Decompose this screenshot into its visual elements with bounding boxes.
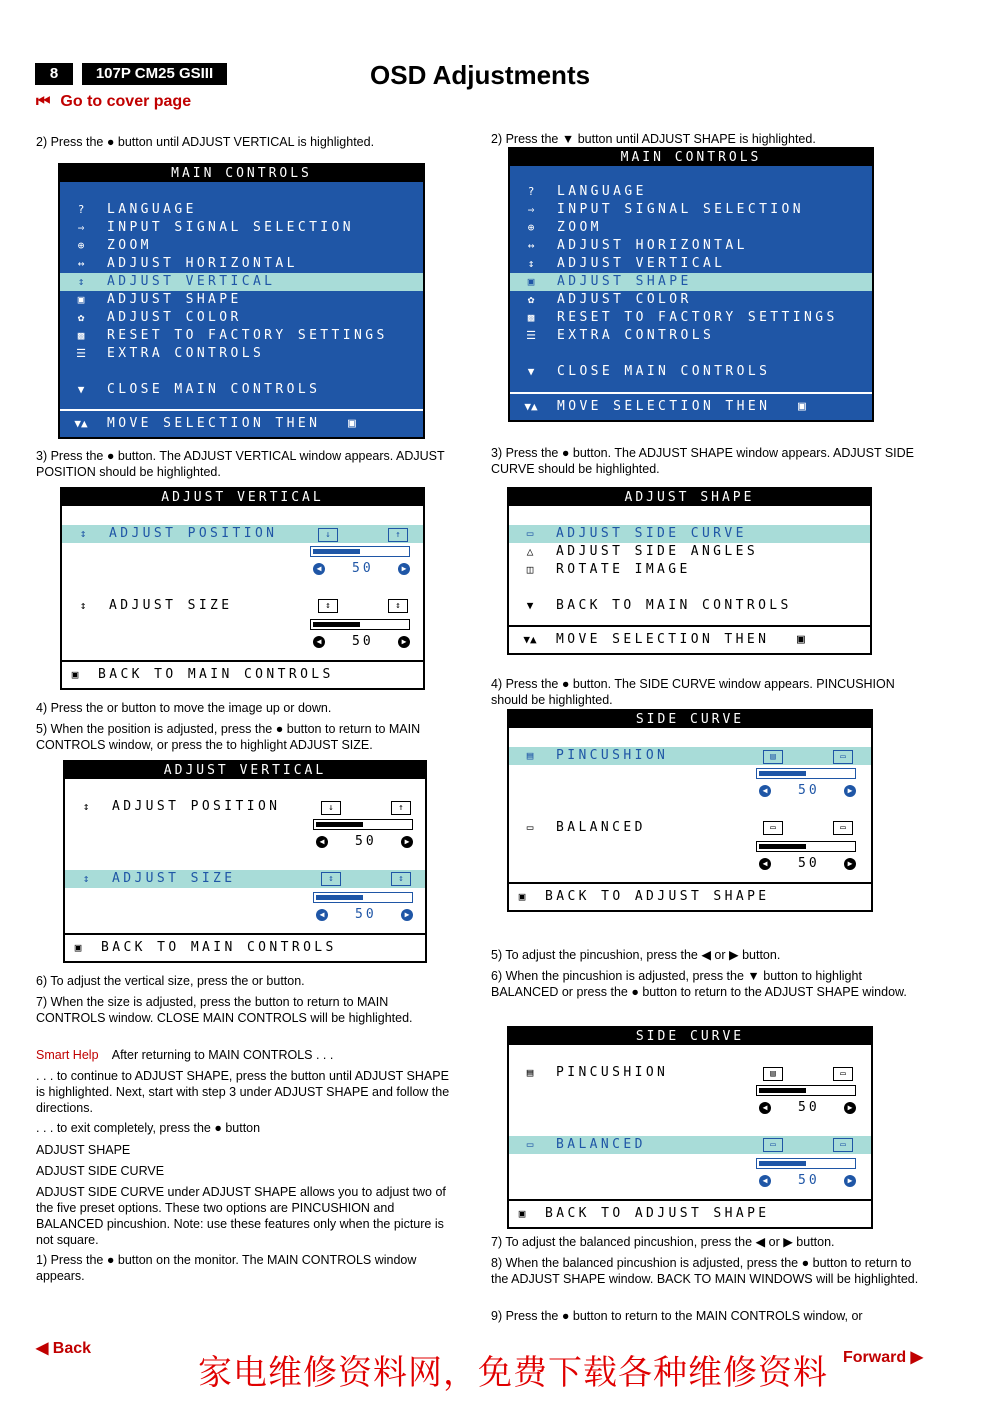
left-arrow-icon[interactable]: ◀ <box>759 1102 771 1114</box>
pincushion-in-icon: ▤ <box>763 1067 783 1081</box>
balanced-left-icon: ▭ <box>763 821 783 835</box>
right-arrow-icon[interactable]: ▶ <box>398 563 410 575</box>
left-arrow-icon[interactable]: ◀ <box>759 858 771 870</box>
size-shrink-icon: ↕ <box>321 872 341 886</box>
right-arrow-icon[interactable]: ▶ <box>398 636 410 648</box>
size-slider[interactable] <box>313 892 413 903</box>
size-value: 50 <box>355 907 377 922</box>
window-title: MAIN CONTROLS <box>60 165 423 182</box>
right-step-8: 8) When the balanced pincushion is adjusted, press the ● button to return to the ADJUST SHAPE window. BACK TO MAIN WINDOWS will be highlighted. <box>491 1256 919 1286</box>
balanced-value: 50 <box>798 856 820 871</box>
left-step-3: 3) Press the ● button. The ADJUST VERTICAL window appears. ADJUST POSITION should be highlighted. <box>36 449 445 479</box>
updown-icon: ▼▲ <box>523 633 537 646</box>
ok-icon: ▣ <box>74 941 82 954</box>
shape-icon: ▣ <box>77 293 85 306</box>
menu-item[interactable]: RESET TO FACTORY SETTINGS <box>107 328 388 343</box>
back-link-label: Back <box>52 1340 92 1357</box>
menu-item[interactable]: ADJUST COLOR <box>107 310 242 325</box>
position-up-icon: ↑ <box>391 801 411 815</box>
right-arrow-icon[interactable]: ▶ <box>844 858 856 870</box>
pincushion-value: 50 <box>798 1100 820 1115</box>
close-item[interactable]: CLOSE MAIN CONTROLS <box>107 382 321 397</box>
position-slider[interactable] <box>313 819 413 830</box>
adjust-shape-window <box>507 487 872 655</box>
ok-icon: ▣ <box>797 632 809 647</box>
down-button-icon: ▼ <box>77 383 85 396</box>
right-arrow-icon[interactable]: ▶ <box>401 909 413 921</box>
left-step-7: 7) When the size is adjusted, press the button to return to MAIN CONTROLS window. CLOSE MAIN CONTROLS will be highlighted. <box>36 995 413 1025</box>
pincushion-icon: ▤ <box>526 1066 534 1079</box>
position-icon: ↕ <box>79 527 87 540</box>
window-title: SIDE CURVE <box>509 1028 871 1045</box>
left-arrow-icon[interactable]: ◀ <box>313 636 325 648</box>
back-item[interactable]: BACK TO MAIN CONTROLS <box>556 598 792 613</box>
balanced-right-icon: ▭ <box>833 821 853 835</box>
extra-icon: ☰ <box>526 329 536 342</box>
back-item[interactable]: BACK TO ADJUST SHAPE <box>545 889 770 904</box>
updown-icon: ▼▲ <box>524 400 538 413</box>
option-selected[interactable]: PINCUSHION <box>556 748 669 763</box>
page-number: 8 <box>35 63 73 85</box>
window-title: SIDE CURVE <box>509 711 871 728</box>
window-title: ADJUST VERTICAL <box>62 489 423 506</box>
adjust-vertical-window-1 <box>60 487 425 690</box>
window-title: MAIN CONTROLS <box>510 149 872 166</box>
right-step-7: 7) To adjust the balanced pincushion, press the ◀ or ▶ button. <box>491 1235 835 1249</box>
option[interactable]: PINCUSHION <box>556 1065 669 1080</box>
menu-item-selected[interactable]: ADJUST SHAPE <box>557 274 692 289</box>
zoom-icon: ⊕ <box>527 221 535 234</box>
pincushion-out-icon: ▭ <box>833 750 853 764</box>
footer-text: MOVE SELECTION THEN <box>556 632 770 647</box>
triangle-left-icon: ◀ <box>36 1340 49 1357</box>
size-icon: ↕ <box>79 599 87 612</box>
position-down-icon: ↓ <box>318 528 338 542</box>
side-curve-window-2 <box>507 1026 873 1229</box>
side-curve-intro: ADJUST SIDE CURVE under ADJUST SHAPE allows you to adjust two of the five preset options. These two options are PINCUSHION and BALANCED pincushion. Note: use these features only when the picture is not square. <box>36 1185 446 1247</box>
right-arrow-icon[interactable]: ▶ <box>401 836 413 848</box>
left-step-4: 4) Press the or button to move the image up or down. <box>36 701 332 715</box>
left-arrow-icon[interactable]: ◀ <box>316 909 328 921</box>
vertical-icon: ↕ <box>527 257 535 270</box>
right-step-9: 9) Press the ● button to return to the MAIN CONTROLS window, or <box>491 1309 863 1323</box>
menu-item[interactable]: ADJUST VERTICAL <box>557 256 726 271</box>
rotate-icon: ◫ <box>526 563 534 576</box>
smart-help-text: After returning to MAIN CONTROLS . . . <box>111 1048 334 1062</box>
pincushion-out-icon: ▭ <box>833 1067 853 1081</box>
cover-link[interactable] <box>36 93 191 111</box>
side-curve-window-1 <box>507 709 873 912</box>
option[interactable]: BALANCED <box>556 820 646 835</box>
window-title: ADJUST VERTICAL <box>65 762 425 779</box>
right-step-6: 6) When the pincushion is adjusted, press the ▼ button to highlight BALANCED or press the ● button to return to the ADJUST SHAPE window. <box>491 969 907 999</box>
side-angles-icon: △ <box>526 545 534 558</box>
back-item[interactable]: BACK TO MAIN CONTROLS <box>98 667 334 682</box>
balanced-slider[interactable] <box>756 1158 856 1169</box>
shape-icon: ▣ <box>527 275 535 288</box>
menu-item[interactable]: EXTRA CONTROLS <box>107 346 265 361</box>
page-title: OSD Adjustments <box>370 60 591 90</box>
window-title: ADJUST SHAPE <box>509 489 870 506</box>
option-selected[interactable]: BALANCED <box>556 1137 646 1152</box>
triangle-right-icon: ▶ <box>910 1349 923 1366</box>
pincushion-value: 50 <box>798 783 820 798</box>
menu-item[interactable]: INPUT SIGNAL SELECTION <box>107 220 354 235</box>
menu-item[interactable]: INPUT SIGNAL SELECTION <box>557 202 804 217</box>
option[interactable]: ADJUST POSITION <box>112 799 281 814</box>
watermark-text: 家电维修资料网，免费下载各种维修资料 <box>198 1353 828 1393</box>
cover-link-label: Go to cover page <box>60 93 192 110</box>
factory-icon: ▩ <box>527 311 535 324</box>
left-arrow-icon[interactable]: ◀ <box>759 1175 771 1187</box>
option-selected[interactable]: ADJUST SIDE CURVE <box>556 526 747 541</box>
main-controls-window-2 <box>508 147 874 422</box>
back-link[interactable] <box>36 1338 91 1358</box>
color-icon: ✿ <box>527 293 535 306</box>
horizontal-icon: ↔ <box>77 257 85 270</box>
footer-text: MOVE SELECTION THEN <box>557 399 771 414</box>
left-arrow-icon[interactable]: ◀ <box>759 785 771 797</box>
menu-item[interactable]: ADJUST SHAPE <box>107 292 242 307</box>
right-step-4: 4) Press the ● button. The SIDE CURVE window appears. PINCUSHION should be highlighted. <box>491 677 895 707</box>
option-selected[interactable]: ADJUST SIZE <box>112 871 236 886</box>
language-icon: ? <box>527 185 535 198</box>
size-icon: ↕ <box>82 872 90 885</box>
position-icon: ↕ <box>82 800 90 813</box>
size-value: 50 <box>352 634 374 649</box>
left-step-2: 2) Press the ● button until ADJUST VERTICAL is highlighted. <box>36 135 375 149</box>
size-grow-icon: ↕ <box>391 872 411 886</box>
main-controls-window-1 <box>58 163 425 439</box>
zoom-icon: ⊕ <box>77 239 85 252</box>
ok-icon: ▣ <box>518 1207 526 1220</box>
balanced-icon: ▭ <box>526 821 534 834</box>
factory-icon: ▩ <box>77 329 85 342</box>
menu-item[interactable]: LANGUAGE <box>107 202 197 217</box>
pincushion-icon: ▤ <box>526 749 534 762</box>
side-curve-icon: ▭ <box>526 527 534 540</box>
ok-icon: ▣ <box>798 399 810 414</box>
extra-icon: ☰ <box>76 347 86 360</box>
adjust-vertical-window-2 <box>63 760 427 963</box>
option[interactable]: ADJUST SIDE ANGLES <box>556 544 759 559</box>
help-exit: . . . to exit completely, press the ● button <box>36 1121 261 1135</box>
language-icon: ? <box>77 203 85 216</box>
horizontal-icon: ↔ <box>527 239 535 252</box>
balanced-right-icon: ▭ <box>833 1138 853 1152</box>
close-item[interactable]: CLOSE MAIN CONTROLS <box>557 364 771 379</box>
back-item[interactable]: BACK TO MAIN CONTROLS <box>101 940 337 955</box>
back-item[interactable]: BACK TO ADJUST SHAPE <box>545 1206 770 1221</box>
ok-icon: ▣ <box>71 668 79 681</box>
right-step-2: 2) Press the ▼ button until ADJUST SHAPE is highlighted. <box>491 132 816 146</box>
input-icon: ⇒ <box>527 203 535 216</box>
option-selected[interactable]: ADJUST POSITION <box>109 526 278 541</box>
input-icon: ⇒ <box>77 221 85 234</box>
menu-item[interactable]: LANGUAGE <box>557 184 647 199</box>
footer-text: MOVE SELECTION THEN <box>107 416 321 431</box>
menu-item[interactable]: EXTRA CONTROLS <box>557 328 715 343</box>
menu-item[interactable]: RESET TO FACTORY SETTINGS <box>557 310 838 325</box>
skip-back-icon: ⏮ <box>36 93 51 110</box>
left-arrow-icon[interactable]: ◀ <box>316 836 328 848</box>
position-value: 50 <box>352 561 374 576</box>
position-up-icon: ↑ <box>388 528 408 542</box>
pincushion-slider[interactable] <box>756 768 856 779</box>
updown-icon: ▼▲ <box>74 417 88 430</box>
section-subheading: ADJUST SIDE CURVE <box>36 1164 165 1178</box>
down-button-icon: ▼ <box>527 365 535 378</box>
size-slider[interactable] <box>310 619 410 630</box>
ok-icon: ▣ <box>348 416 360 431</box>
smart-help <box>36 1047 456 1063</box>
right-step-5: 5) To adjust the pincushion, press the ◀ or ▶ button. <box>491 948 781 962</box>
section-heading: ADJUST SHAPE <box>36 1143 131 1157</box>
forward-link[interactable] <box>843 1347 923 1367</box>
menu-item-selected[interactable]: ADJUST VERTICAL <box>107 274 276 289</box>
pincushion-slider[interactable] <box>756 1085 856 1096</box>
left-step-5: 5) When the position is adjusted, press the ● button to return to MAIN CONTROLS window, or press the to highlight ADJUST SIZE. <box>36 722 421 752</box>
position-slider[interactable] <box>310 546 410 557</box>
model-label: 107P CM25 GSIII <box>82 63 227 85</box>
help-continue: . . . to continue to ADJUST SHAPE, press the button until ADJUST SHAPE is highlighted. Next, start with step 3 under ADJUST SHAPE and follow the directions. <box>36 1069 450 1115</box>
option[interactable]: ADJUST SIZE <box>109 598 233 613</box>
option[interactable]: ROTATE IMAGE <box>556 562 691 577</box>
shape-step-1: 1) Press the ● button on the monitor. The MAIN CONTROLS window appears. <box>36 1253 417 1283</box>
balanced-icon: ▭ <box>526 1138 534 1151</box>
right-arrow-icon[interactable]: ▶ <box>844 785 856 797</box>
forward-link-label: Forward <box>843 1349 907 1366</box>
left-step-6: 6) To adjust the vertical size, press the or button. <box>36 974 305 988</box>
ok-icon: ▣ <box>518 890 526 903</box>
position-down-icon: ↓ <box>321 801 341 815</box>
size-shrink-icon: ↕ <box>318 599 338 613</box>
down-button-icon: ▼ <box>526 599 534 612</box>
color-icon: ✿ <box>77 311 85 324</box>
pincushion-in-icon: ▤ <box>763 750 783 764</box>
right-arrow-icon[interactable]: ▶ <box>844 1102 856 1114</box>
vertical-icon: ↕ <box>77 275 85 288</box>
menu-item[interactable]: ADJUST HORIZONTAL <box>557 238 748 253</box>
size-grow-icon: ↕ <box>388 599 408 613</box>
position-value: 50 <box>355 834 377 849</box>
balanced-value: 50 <box>798 1173 820 1188</box>
menu-item[interactable]: ZOOM <box>557 220 602 235</box>
balanced-slider[interactable] <box>756 841 856 852</box>
balanced-left-icon: ▭ <box>763 1138 783 1152</box>
menu-item[interactable]: ADJUST COLOR <box>557 292 692 307</box>
menu-item[interactable]: ZOOM <box>107 238 152 253</box>
right-step-3: 3) Press the ● button. The ADJUST SHAPE window appears. ADJUST SIDE CURVE should be highlighted. <box>491 446 915 476</box>
menu-item[interactable]: ADJUST HORIZONTAL <box>107 256 298 271</box>
smart-help-label: Smart Help <box>36 1048 99 1062</box>
left-arrow-icon[interactable]: ◀ <box>313 563 325 575</box>
right-arrow-icon[interactable]: ▶ <box>844 1175 856 1187</box>
